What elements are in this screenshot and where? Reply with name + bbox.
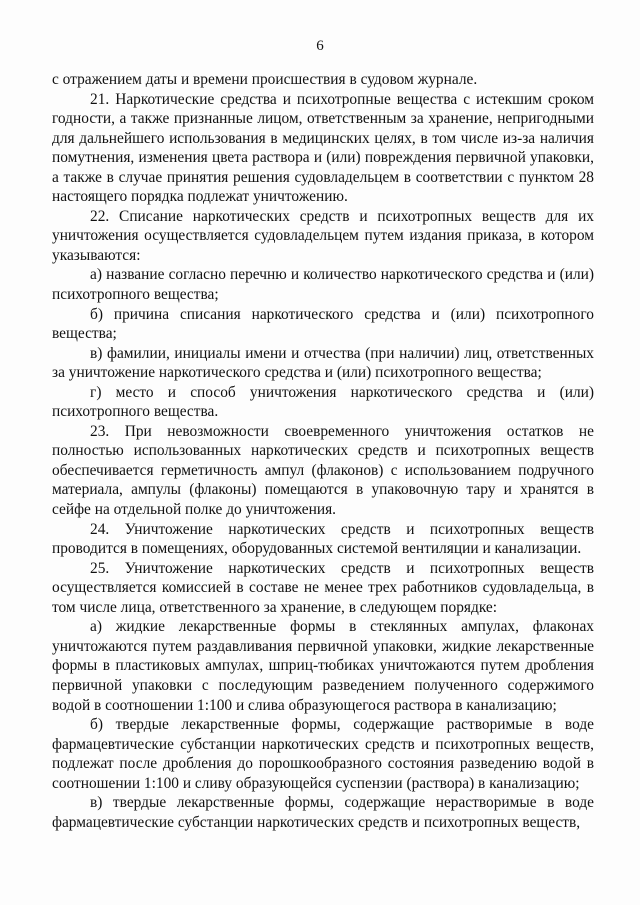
paragraph-item-21: 21. Наркотические средства и психотропные вещества с истекшим сроком годности, а также признанные лицом, ответственным за хранение, непригодными для дальнейшего использования в медицинских целях, в том числе из-за наличия помутнения, изменения цвета раствора и (или) повреждения первичной упаковки, а также в случае принятия решения судовладельцем в соответствии с пунктом 28 настоящего порядка подлежат уничтожению. [52, 90, 594, 206]
paragraph-item-23: 23. При невозможности своевременного уничтожения остатков не полностью использованных наркотических средств и психотропных веществ обеспечивается герметичность ампул (флаконов) с использованием подручного материала, ампулы (флаконы) помещаются в упаковочную тару и хранятся в сейфе на отдельной полке до уничтожения. [52, 422, 594, 519]
subitem-25-v: в) твердые лекарственные формы, содержащие нерастворимые в воде фармацевтические субстанции наркотических средств и психотропных веществ, [52, 794, 594, 831]
paragraph-item-22: 22. Списание наркотических средств и психотропных веществ для их уничтожения осуществляется судовладельцем путем издания приказа, в котором указываются: [52, 207, 594, 264]
subitem-25-a: а) жидкие лекарственные формы в стеклянных ампулах, флаконах уничтожаются путем раздавливания первичной упаковки, жидкие лекарственные формы в пластиковых ампулах, шприц-тюбиках уничтожаются путем дробления первичной упаковки с последующим разведением полученного содержимого водой в соотношении 1:100 и слива образующегося раствора в канализацию; [52, 618, 594, 714]
document-body [52, 70, 594, 832]
subitem-22-v: в) фамилии, инициалы имени и отчества (при наличии) лиц, ответственных за уничтожение наркотического средства и (или) психотропного вещества; [52, 344, 594, 382]
paragraph-item-24: 24. Уничтожение наркотических средств и психотропных веществ проводится в помещениях, оборудованных системой вентиляции и канализации. [52, 520, 594, 558]
paragraph-item-25: 25. Уничтожение наркотических средств и психотропных веществ осуществляется комиссией в составе не менее трех работников судовладельца, в том числе лица, ответственного за хранение, в следующем порядке: [52, 559, 594, 616]
subitem-22-g: г) место и способ уничтожения наркотического средства и (или) психотропного вещества. [52, 383, 594, 421]
subitem-25-b: б) твердые лекарственные формы, содержащие растворимые в воде фармацевтические субстанции наркотических средств и психотропных веществ, подлежат после дробления до порошкообразного состояния разведению водой в соотношении 1:100 и сливу образующейся суспензии (раствора) в канализацию; [52, 716, 594, 792]
subitem-22-b: б) причина списания наркотического средства и (или) психотропного вещества; [52, 305, 594, 343]
subitem-22-a: а) название согласно перечню и количество наркотического средства и (или) психотропного вещества; [52, 266, 594, 304]
paragraph-continuation: с отражением даты и времени происшествия в судовом журнале. [52, 71, 478, 88]
page-number: 6 [316, 38, 324, 54]
